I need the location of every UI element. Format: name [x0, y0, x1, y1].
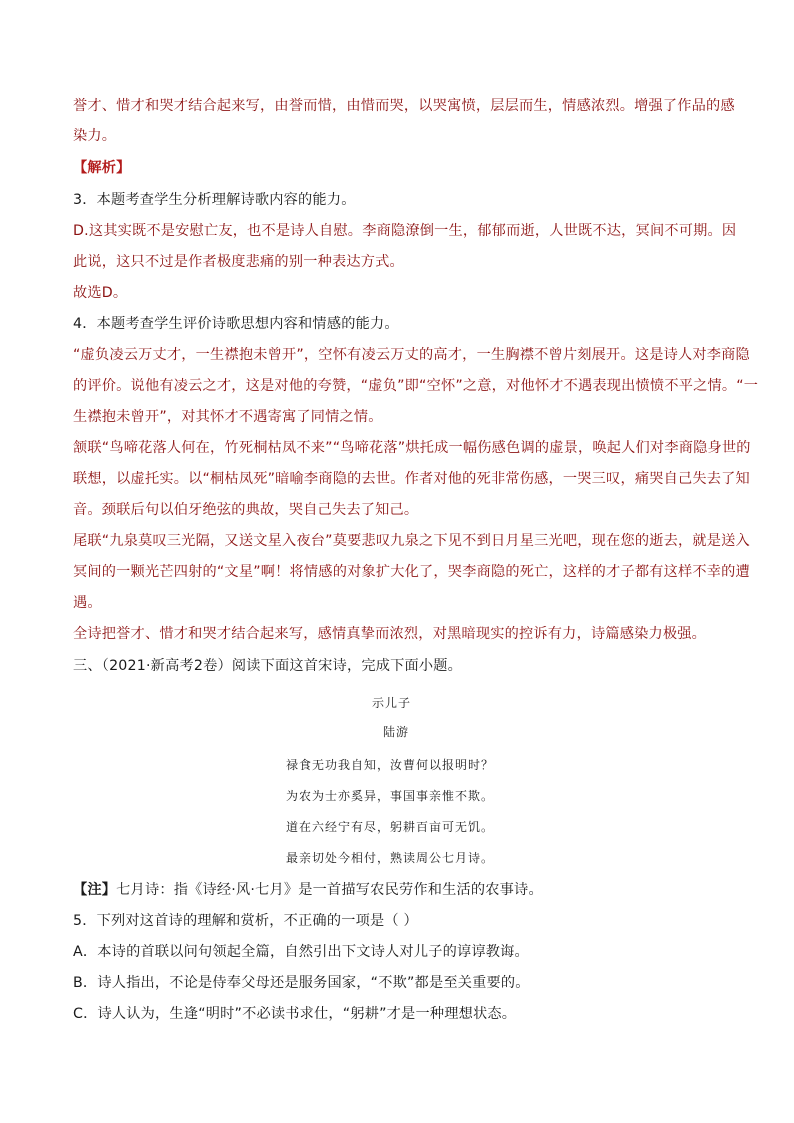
para-line-7: 4．本题考查学生评价诗歌思想内容和情感的能力。: [73, 316, 399, 332]
para-line-8: “虚负凌云万丈才，一生襟抱未曾开”，空怀有凌云万丈的高才，一生胸襟不曾片刻展开。这是诗人对李商隐: [73, 347, 750, 363]
para-line-14: 尾联“九泉莫叹三光隔，又送文星入夜台”莫要悲叹九泉之下见不到日月星三光吧，现在您的逝去，就是送入: [73, 533, 750, 549]
note: [73, 880, 543, 900]
question-stem: 5．下列对这首诗的理解和赏析，不正确的一项是（ ）: [73, 913, 418, 929]
note-text: 七月诗：指《诗经·风·七月》是一首描写农民劳作和生活的农事诗。: [116, 882, 543, 898]
para-line-3: 3．本题考查学生分析理解诗歌内容的能力。: [73, 192, 356, 208]
poem-line-2: 为农为士亦奚异，事国事亲惟不欺。: [286, 789, 495, 803]
poem-author: 陆游: [383, 725, 410, 739]
option-c: C．诗人认为，生逢“明时”不必读书求仕，“躬耕”才是一种理想状态。: [73, 1006, 517, 1022]
poem-line-4: 最亲切处今相付，熟读周公七月诗。: [286, 851, 495, 865]
para-line-2: 染力。: [73, 128, 117, 144]
para-line-10: 生襟抱未曾开”，对其怀才不遇寄寓了同情之情。: [73, 409, 383, 425]
para-line-17: 全诗把誉才、惜才和哭才结合起来写，感情真挚而浓烈，对黑暗现实的控诉有力，诗篇感染力极强。: [73, 626, 707, 642]
para-line-12: 联想，以虚托实。以“桐枯凤死”暗喻李商隐的去世。作者对他的死非常伤感，一哭三叹，痛哭自己失去了知: [73, 471, 750, 487]
note-tag: 【注】: [73, 882, 117, 898]
para-line-15: 冥间的一颗光芒四射的“文星”啊！将情感的对象扩大化了，哭李商隐的死亡，这样的才子都有这样不幸的遭: [73, 564, 750, 580]
option-a: A．本诗的首联以问句领起全篇，自然引出下文诗人对儿子的谆谆教诲。: [73, 944, 529, 960]
poem-line-3: 道在六经宁有尽，躬耕百亩可无饥。: [286, 820, 495, 834]
section-three-heading: 三、（2021·新高考2卷）阅读下面这首宋诗，完成下面小题。: [73, 658, 463, 674]
para-line-9: 的评价。说他有凌云之才，这是对他的夸赞，“虚负”即“空怀”之意，对他怀才不遇表现出愤愤不平之情。“一: [73, 378, 759, 394]
poem-line-1: 禄食无功我自知，汝曹何以报明时？: [286, 758, 495, 772]
para-line-6: 故选D。: [73, 285, 128, 301]
analysis-heading: 【解析】: [73, 160, 131, 176]
para-line-11: 颔联“鸟啼花落人何在，竹死桐枯凤不来”“鸟啼花落”烘托成一幅伤感色调的虚景，唤起人们对李商隐身世的: [73, 440, 751, 456]
para-line-5: 此说，这只不过是作者极度悲痛的别一种表达方式。: [73, 254, 404, 270]
option-b: B．诗人指出，不论是侍奉父母还是服务国家，“不欺”都是至关重要的。: [73, 975, 530, 991]
para-line-1: 誉才、惜才和哭才结合起来写，由誉而惜，由惜而哭，以哭寓愤，层层而生，情感浓烈。增强了作品的感: [73, 98, 735, 114]
para-line-13: 音。颈联后句以伯牙绝弦的典故，哭自己失去了知己。: [73, 502, 419, 518]
poem-title: 示儿子: [372, 696, 412, 710]
para-line-16: 遇。: [73, 595, 102, 611]
para-line-4: D.这其实既不是安慰亡友，也不是诗人自慰。李商隐潦倒一生，郁郁而逝，人世既不达，冥间不可期。因: [73, 223, 737, 239]
